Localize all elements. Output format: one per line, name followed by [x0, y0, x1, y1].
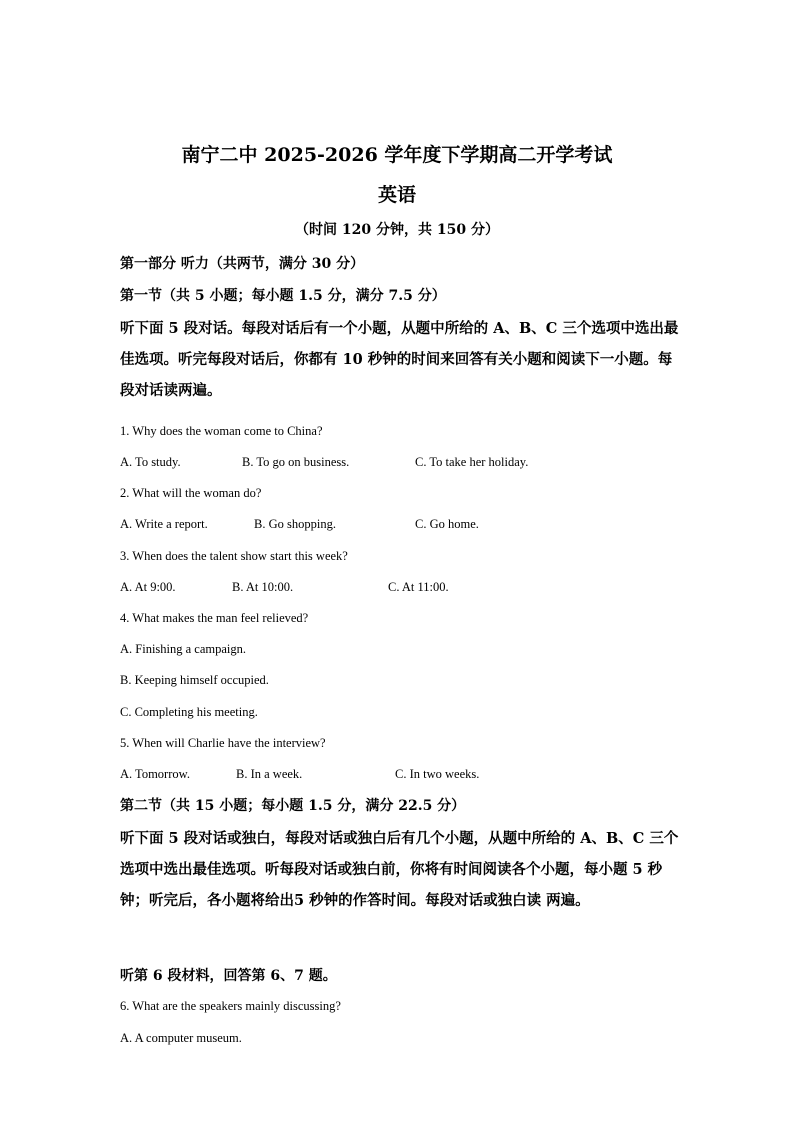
question-3-option-a: A. At 9:00.	[120, 580, 176, 594]
section1-instructions: 听下面 5 段对话。每段对话后有一个小题，从题中所给的 A、B、C 三个选项中选出最佳选项。听完每段对话后，你都有 10 秒钟的时间来回答有关小题和阅读下一小题。每段对话读两遍。	[120, 320, 679, 399]
exam-time-note: （时间 120 分钟，共 150 分）	[295, 222, 499, 238]
section2-heading: 第二节（共 15 小题；每小题 1.5 分，满分 22.5 分）	[120, 798, 466, 814]
question-2-option-c: C. Go home.	[415, 517, 479, 531]
question-2-option-a: A. Write a report.	[120, 517, 208, 531]
part1-heading: 第一部分 听力（共两节，满分 30 分）	[120, 256, 365, 272]
section2-instructions: 听下面 5 段对话或独白，每段对话或独白后有几个小题，从题中所给的 A、B、C 三个选项中选出最佳选项。听每段对话或独白前，你将有时间阅读各个小题，每小题 5 秒钟；听完后，各小题将给出5 秒钟的作答时间。每段对话或独白读 两遍。	[120, 830, 679, 909]
question-3-option-c: C. At 11:00.	[388, 580, 449, 594]
question-6-stem: 6. What are the speakers mainly discussing?	[120, 999, 341, 1013]
question-1-option-b: B. To go on business.	[242, 455, 350, 469]
question-6-option-a: A. A computer museum.	[120, 1031, 242, 1045]
section1-heading: 第一节（共 5 小题；每小题 1.5 分，满分 7.5 分）	[120, 288, 446, 304]
question-5-option-b: B. In a week.	[236, 767, 303, 781]
question-1-option-a: A. To study.	[120, 455, 181, 469]
question-4-option-a: A. Finishing a campaign.	[120, 642, 247, 656]
question-4-option-b: B. Keeping himself occupied.	[120, 673, 269, 687]
question-5-stem: 5. When will Charlie have the interview?	[120, 736, 326, 750]
question-4-stem: 4. What makes the man feel relieved?	[120, 611, 309, 625]
exam-title: 南宁二中 2025-2026 学年度下学期高二开学考试	[181, 144, 613, 166]
question-1-option-c: C. To take her holiday.	[415, 455, 529, 469]
question-3-option-b: B. At 10:00.	[232, 580, 294, 594]
question-1-stem: 1. Why does the woman come to China?	[120, 424, 323, 438]
question-3-stem: 3. When does the talent show start this week?	[120, 549, 348, 563]
question-2-option-b: B. Go shopping.	[254, 517, 336, 531]
question-5-option-c: C. In two weeks.	[395, 767, 480, 781]
section2-material-note: 听第 6 段材料，回答第 6、7 题。	[120, 968, 337, 984]
question-2-stem: 2. What will the woman do?	[120, 486, 262, 500]
question-5-option-a: A. Tomorrow.	[120, 767, 190, 781]
exam-subject: 英语	[377, 184, 416, 206]
question-4-option-c: C. Completing his meeting.	[120, 705, 258, 719]
